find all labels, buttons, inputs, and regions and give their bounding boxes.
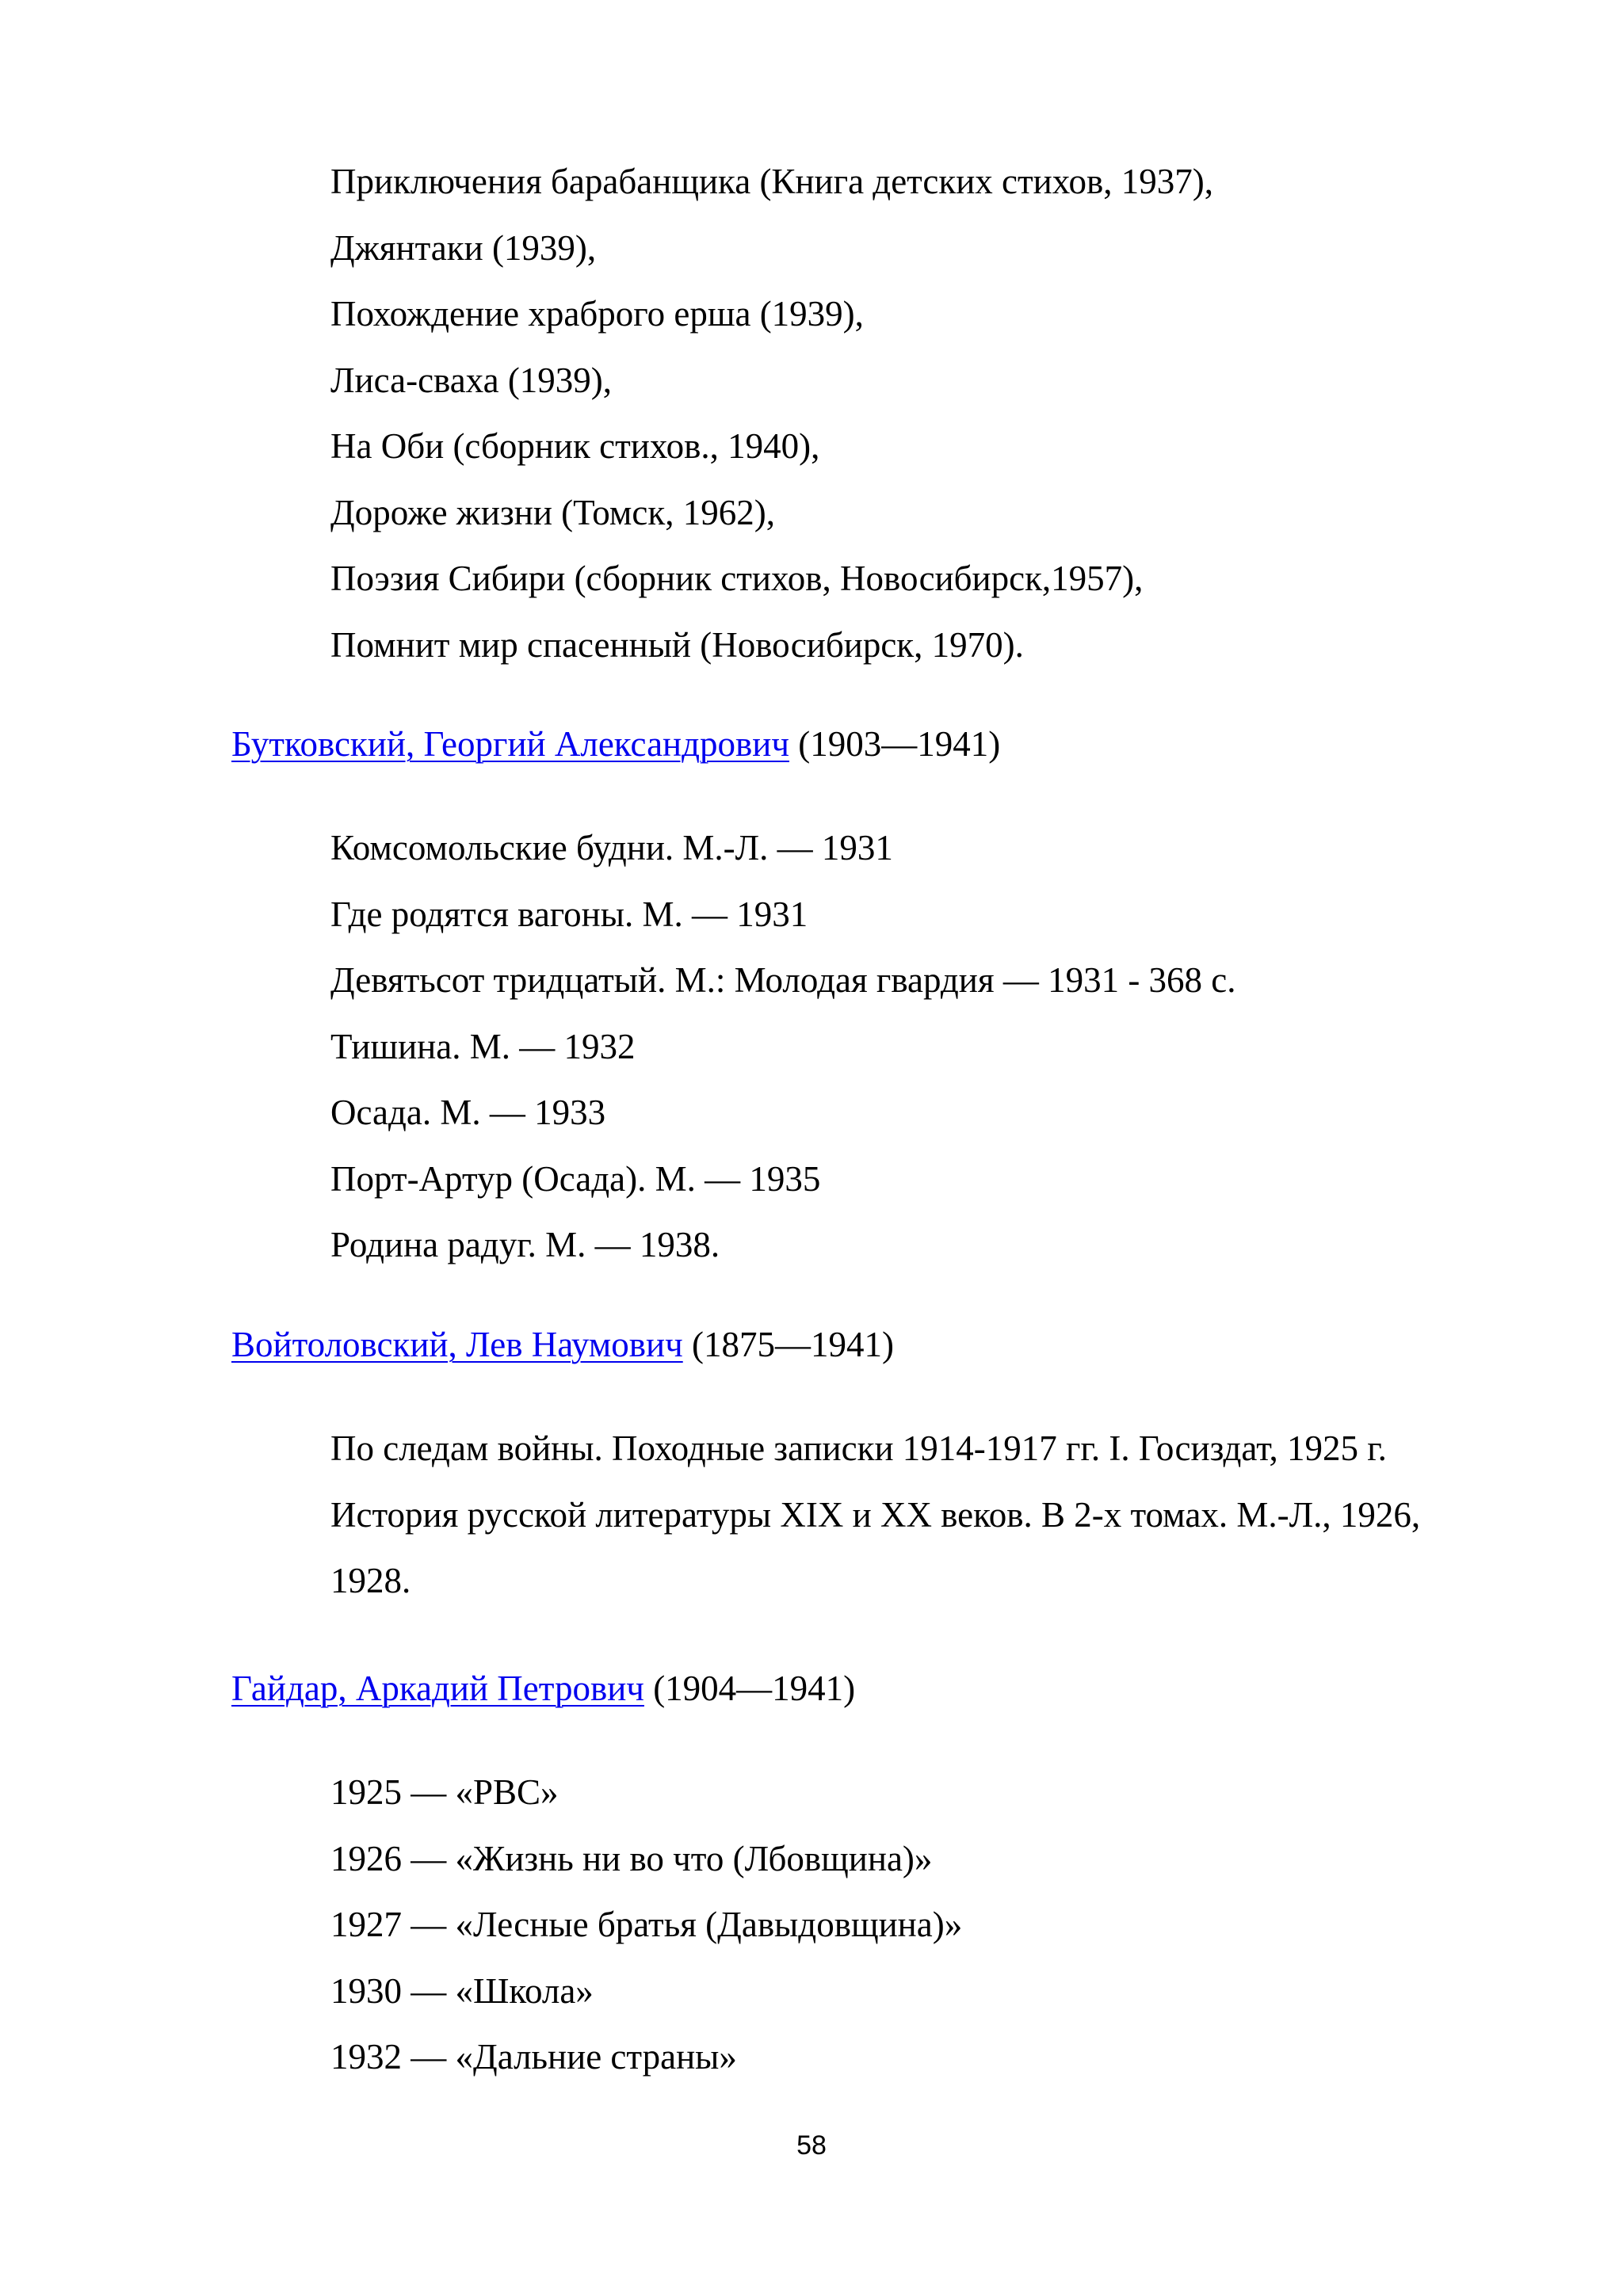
work-item: Приключения барабанщика (Книга детских стихов, 1937), [330,162,1214,201]
work-item: 1932 — «Дальние страны» [330,2037,737,2077]
page-number: 58 [796,2130,827,2161]
work-item: Похождение храброго ерша (1939), [330,294,864,334]
work-item: Поэзия Сибири (сборник стихов, Новосибирск,1957), [330,559,1144,598]
author-dates-gaydar: (1904—1941) [653,1669,856,1708]
work-item: Джянтаки (1939), [330,227,597,268]
works-list-butkovsky [0,815,1623,1279]
work-item: 1925 — «РВС» [330,1772,559,1812]
work-item: 1930 — «Школа» [330,1970,594,2011]
author-heading-voytolovsky [0,1312,1623,1379]
work-item: Порт-Артур (Осада). М. — 1935 [330,1158,821,1199]
author-heading-gaydar [0,1656,1623,1722]
work-item: История русской литературы XIX и XX веков. В 2-х томах. М.-Л., 1926, [330,1494,1421,1535]
work-item: На Оби (сборник стихов., 1940), [330,426,820,466]
work-item: 1928. [330,1561,411,1600]
work-item: Родина радуг. М. — 1938. [330,1225,720,1264]
work-item: Дороже жизни (Томск, 1962), [330,492,775,532]
work-item: 1926 — «Жизнь ни во что (Лбовщина)» [330,1838,933,1878]
author-link-voytolovsky[interactable]: Войтоловский, Лев Наумович [231,1325,683,1364]
works-list-gaydar [0,1760,1623,2091]
author-link-butkovsky[interactable]: Бутковский, Георгий Александрович [231,724,789,764]
work-item: Тишина. М. — 1932 [330,1026,636,1066]
works-list-continuation [0,149,1623,678]
author-dates-butkovsky: (1903—1941) [798,724,1001,764]
work-item: Девятьсот тридцатый. М.: Молодая гвардия — 1931 - 368 с. [330,960,1236,1000]
work-item: 1927 — «Лесные братья (Давыдовщина)» [330,1905,963,1944]
author-link-gaydar[interactable]: Гайдар, Аркадий Петрович [231,1669,644,1708]
work-item: Помнит мир спасенный (Новосибирск, 1970). [330,624,1024,665]
work-item: Лиса-сваха (1939), [330,360,613,400]
work-item: По следам войны. Походные записки 1914-1917 гг. I. Госиздат, 1925 г. [330,1428,1387,1468]
author-heading-butkovsky [0,711,1623,778]
author-dates-voytolovsky: (1875—1941) [691,1325,894,1364]
works-list-voytolovsky [0,1416,1623,1615]
work-item: Осада. М. — 1933 [330,1093,606,1132]
work-item: Где родятся вагоны. М. — 1931 [330,894,808,934]
work-item: Комсомольские будни. М.-Л. — 1931 [330,828,893,868]
